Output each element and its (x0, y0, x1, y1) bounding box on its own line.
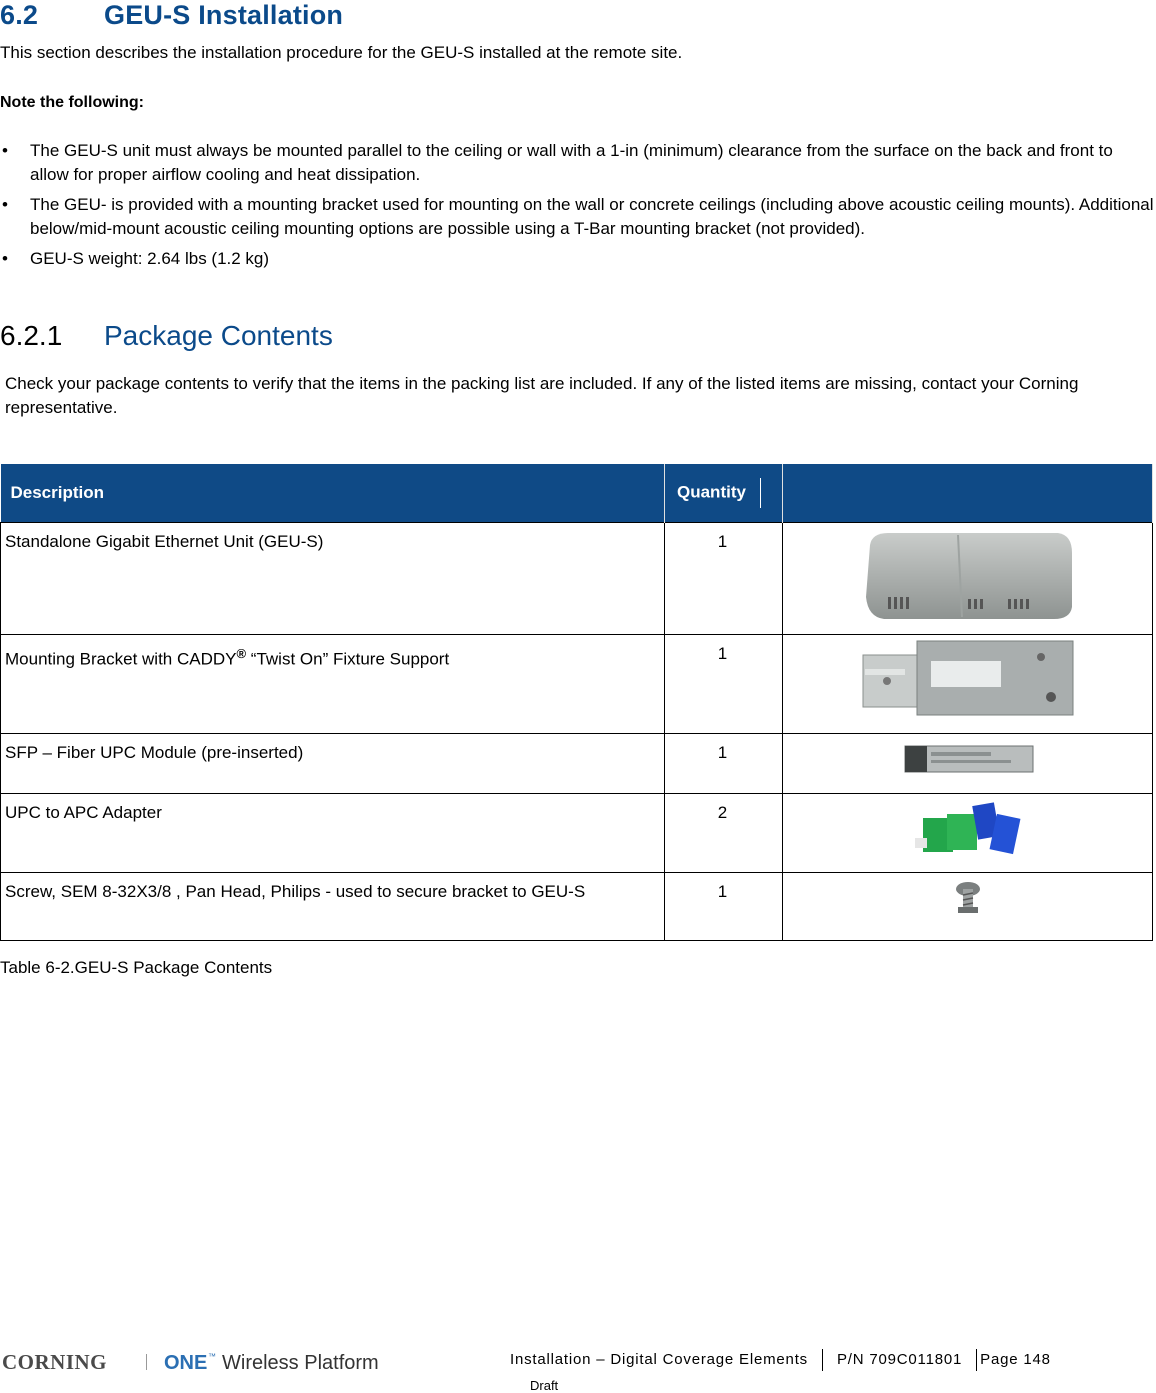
svg-text:ONE: ONE (164, 1352, 208, 1374)
row-quantity: 1 (665, 523, 783, 635)
list-item (0, 193, 1156, 241)
bullet-icon: • (2, 141, 8, 160)
sfp-module-icon (901, 738, 1035, 780)
list-item (0, 139, 1156, 187)
table-row (1, 635, 1153, 734)
section-heading (0, 0, 343, 31)
row-description: SFP – Fiber UPC Module (pre-inserted) (1, 734, 665, 794)
table-row (1, 523, 1153, 635)
table-row (1, 794, 1153, 873)
bullet-text: The GEU- is provided with a mounting bracket used for mounting on the wall or concrete ceilings (including above acoustic ceiling mounts). Additional below/mid-mount acoustic ceiling mounting options are possible using a T-Bar mounting bracket (not provided). (30, 195, 1154, 238)
footer-page: Page 148 (980, 1350, 1051, 1368)
screw-icon (948, 877, 988, 921)
header-description: Description (1, 464, 665, 523)
row-quantity: 2 (665, 794, 783, 873)
footer-doc-title: Installation – Digital Coverage Elements (510, 1350, 808, 1368)
list-item (0, 247, 1156, 271)
header-divider (760, 478, 761, 508)
adapter-icon (913, 798, 1023, 860)
row-description: UPC to APC Adapter (1, 794, 665, 873)
table-caption: Table 6-2.GEU-S Package Contents (0, 958, 273, 977)
bullet-icon: • (2, 249, 8, 268)
header-image (783, 464, 1153, 523)
geu-unit-icon (858, 527, 1078, 625)
header-quantity (665, 464, 783, 523)
table-row (1, 734, 1153, 794)
table-header-row (1, 464, 1153, 523)
registered-mark: ® (236, 646, 247, 661)
row-description: Screw, SEM 8-32X3/8 , Pan Head, Philips - used to secure bracket to GEU-S (1, 873, 665, 941)
subsection-number: 6.2.1 (0, 320, 63, 351)
footer-part-number: P/N 709C011801 (836, 1350, 963, 1368)
corning-logo (0, 1348, 430, 1381)
row-description: Standalone Gigabit Ethernet Unit (GEU-S) (1, 523, 665, 635)
row-quantity: 1 (665, 734, 783, 794)
note-list (0, 139, 1156, 277)
geu-unit-image (783, 523, 1153, 635)
adapter-image (783, 794, 1153, 873)
subsection-title: Package Contents (104, 320, 333, 351)
intro-paragraph: This section describes the installation procedure for the GEU-S installed at the remote site. (0, 43, 683, 62)
footer-divider (822, 1349, 823, 1371)
subsection-heading (0, 320, 333, 352)
row-quantity: 1 (665, 873, 783, 941)
package-contents-table (0, 464, 1153, 941)
mounting-bracket-icon (861, 639, 1075, 721)
bullet-text: The GEU-S unit must always be mounted parallel to the ceiling or wall with a 1-in (minimum) clearance from the surface on the back and front to allow for proper airflow cooling and heat dissipation. (30, 141, 1113, 184)
svg-text:CORNING: CORNING (2, 1350, 108, 1374)
row-description-tail: “Twist On” Fixture Support (246, 649, 450, 669)
svg-text:Wireless Platform: Wireless Platform (222, 1352, 379, 1374)
header-quantity-label: Quantity (677, 482, 746, 502)
bullet-text: GEU-S weight: 2.64 lbs (1.2 kg) (30, 249, 270, 268)
sfp-module-image (783, 734, 1153, 794)
mounting-bracket-image (783, 635, 1153, 734)
note-label: Note the following: (0, 94, 144, 111)
screw-image (783, 873, 1153, 941)
footer-divider (976, 1349, 977, 1371)
row-description (1, 635, 665, 734)
bullet-icon: • (2, 195, 8, 214)
section-title: GEU-S Installation (104, 0, 344, 30)
section-number: 6.2 (0, 0, 39, 30)
row-description-text: Mounting Bracket with CADDY (5, 649, 237, 669)
table-row (1, 873, 1153, 941)
draft-label: Draft (530, 1378, 559, 1393)
check-paragraph: Check your package contents to verify that the items in the packing list are included. If any of the listed items are missing, contact your Corning representative. (5, 374, 1079, 417)
row-quantity: 1 (665, 635, 783, 734)
svg-text:™: ™ (208, 1352, 216, 1361)
footer-info (510, 1349, 1051, 1371)
corning-one-logo-icon (0, 1348, 430, 1376)
